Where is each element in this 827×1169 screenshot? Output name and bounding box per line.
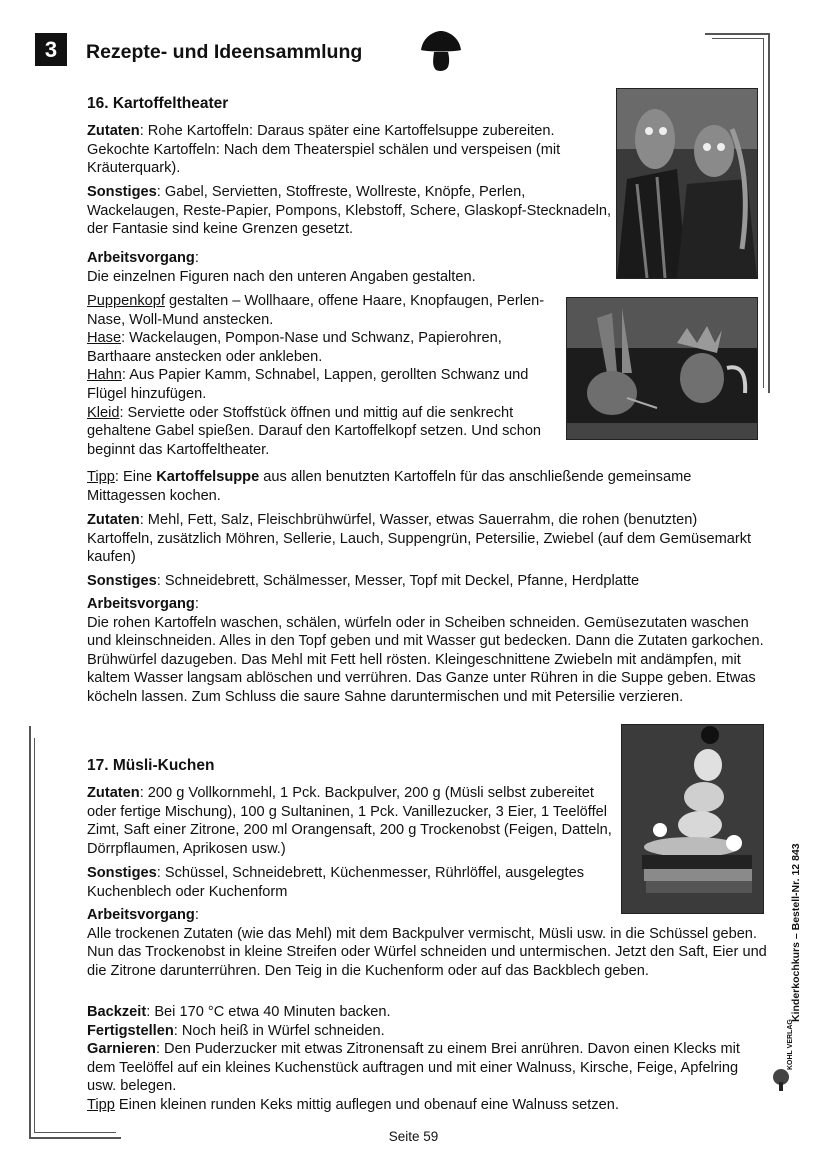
recipe17-details — [87, 1003, 767, 1115]
label: Hahn — [87, 367, 122, 384]
label: Sonstiges — [87, 184, 157, 200]
label: Kleid — [87, 404, 120, 421]
frame-top-right-h2 — [712, 38, 764, 39]
recipe17-title: 17. Müsli-Kuchen — [87, 757, 215, 774]
text: : Schneidebrett, Schälmesser, Messer, Topf mit Deckel, Pfanne, Herdplatte — [156, 573, 640, 589]
frame-bottom-left-v2 — [34, 738, 35, 1133]
label: Sonstiges — [87, 573, 157, 589]
page-number: Seite 59 — [388, 1129, 439, 1144]
recipe17-sonstiges — [87, 864, 612, 901]
text: : Serviette oder Stoffstück öffnen und mittig auf die senkrecht gehaltene Gabel spießen. Darauf den Kartoffelkopf setzen. Und schon beginnt das Kartoffeltheater. — [87, 404, 542, 458]
text: : Aus Papier Kamm, Schnabel, Lappen, gerollten Schwanz und Flügel hinzufügen. — [87, 367, 529, 402]
recipe16-arbeit: Arbeitsvorgang: Die einzelnen Figuren nach den unteren Angaben gestalten. — [87, 250, 476, 285]
chapter-number: 3 — [35, 33, 67, 66]
recipe17-arbeit: Arbeitsvorgang: Alle trockenen Zutaten (wie das Mehl) mit dem Backpulver vermischt, Müsli usw. in die Schüssel geben. Nun das Trockenobst in kleine Streifen oder Würfel schneiden und untermischen. Jetzt den Saft, Eier und die Zitrone darunterrühren. Den Teig in die Kuchenform oder auf das Backblech geben. — [87, 907, 767, 979]
recipe16-tipp — [87, 468, 767, 505]
recipe17-zutaten — [87, 784, 612, 858]
sidebar-text: Kinderkochkurs – Bestell-Nr. 12 843 — [790, 843, 802, 1022]
label: Backzeit — [87, 1004, 147, 1020]
label: Garnieren — [87, 1041, 156, 1058]
photo-muesli-cake — [621, 724, 764, 914]
sidebar-order-info — [786, 822, 806, 1022]
label: Zutaten — [87, 123, 140, 139]
frame-bottom-left-v1 — [29, 726, 31, 1138]
chapter-title: Rezepte- und Ideensammlung — [86, 41, 363, 63]
frame-top-right-v2 — [763, 38, 764, 388]
text: : Wackelaugen, Pompon-Nase und Schwanz, Papierohren, Barthaare anstecken oder ankleben. — [87, 330, 502, 365]
text: gestalten – Wollhaare, offene Haare, Knopfaugen, Perlen-Nase, Woll-Mund anstecken. — [87, 293, 545, 328]
text: : Gabel, Servietten, Stoffreste, Wollreste, Knöpfe, Perlen, Wackelaugen, Reste-Papier, Pompons, Klebstoff, Schere, Glaskopf-Stecknadeln, der Fantasie sind keine Grenzen gesetzt. — [87, 184, 612, 238]
text: : 200 g Vollkornmehl, 1 Pck. Backpulver, 200 g (Müsli selbst zubereitet oder fertige Mischung), 100 g Sultaninen, 1 Pck. Vanillezucker, 3 Eier, 1 Teelöffel Zimt, Saft einer Zitrone, 200 ml Orangensaft, 200 g Trockenobst (Feigen, Datteln, Dörrpflaumen, Aprikosen usw.) — [87, 785, 612, 857]
photo-hare-rooster — [566, 297, 758, 440]
label: Sonstiges — [87, 865, 157, 881]
recipe16-sonstiges2 — [87, 572, 767, 591]
label: Arbeitsvorgang — [87, 907, 195, 923]
text: : Schüssel, Schneidebrett, Küchenmesser, Rührlöffel, ausgelegtes Kuchenblech oder Kuchenform — [87, 865, 585, 900]
text: : Bei 170 °C etwa 40 Minuten backen. — [146, 1004, 391, 1020]
frame-top-right-h1 — [705, 33, 769, 35]
recipe16-title: 16. Kartoffeltheater — [87, 95, 229, 112]
label: Tipp — [87, 1096, 115, 1113]
text: Die rohen Kartoffeln waschen, schälen, würfeln oder in Scheiben schneiden. Gemüsezutaten waschen und kleinschneiden. Alles in den Topf geben und mit Wasser gut bedecken. Dann die Zutaten garkochen. Brühwürfel dazugeben. Das Mehl mit Fett hell rösten. Kleingeschnittene Zwiebeln mit andämpfen, mit kaltem Wasser langsam ablöschen und verrühren. Das Ganze unter Rühren in die Suppe geben. Etwas köcheln lassen. Zum Schluss die saure Sahne daruntermischen und mit Petersilie verzieren. — [87, 614, 764, 705]
photo-potato-puppets — [616, 88, 758, 279]
text: : Rohe Kartoffeln: Daraus später eine Kartoffelsuppe zubereiten. Gekochte Kartoffeln: Nach dem Theaterspiel schälen und verspeisen (mit Kräuterquark). — [87, 123, 561, 177]
text: aus allen benutzten Kartoffeln für das anschließende gemeinsame Mittagessen kochen. — [87, 469, 692, 504]
text: Alle trockenen Zutaten (wie das Mehl) mit dem Backpulver vermischt, Müsli usw. in die Schüssel geben. Nun das Trockenobst in kleine Streifen oder Würfel schneiden und untermischen. Jetzt den Saft, Eier und die Zitrone darunterrühren. Den Teig in die Kuchenform oder auf das Backblech geben. — [87, 925, 767, 979]
recipe16-sonstiges — [87, 183, 612, 239]
label: Tipp — [87, 469, 115, 485]
text: Die einzelnen Figuren nach den unteren Angaben gestalten. — [87, 268, 476, 285]
text: : Noch heiß in Würfel schneiden. — [173, 1022, 385, 1039]
publisher-logo — [770, 1019, 794, 1092]
label: Hase — [87, 330, 122, 347]
label: Zutaten — [87, 785, 140, 801]
label: Arbeitsvorgang — [87, 250, 195, 266]
label: Arbeitsvorgang — [87, 596, 195, 612]
mushroom-icon — [419, 30, 463, 72]
recipe16-figures — [87, 292, 547, 459]
tree-logo-icon — [770, 1068, 792, 1092]
text: Einen kleinen runden Keks mittig auflegen und obenauf eine Walnuss setzen. — [114, 1096, 619, 1113]
publisher-name: KOHL VERLAG — [787, 1019, 794, 1070]
label: Fertigstellen — [87, 1022, 174, 1039]
text: : Eine — [114, 469, 157, 485]
text-bold: Kartoffelsuppe — [156, 469, 260, 485]
label: Puppenkopf — [87, 293, 165, 309]
recipe16-zutaten — [87, 122, 612, 178]
text: : Mehl, Fett, Salz, Fleischbrühwürfel, Wasser, etwas Sauerrahm, die rohen (benutzten) Kartoffeln, zusätzlich Möhren, Sellerie, Lauch, Suppengrün, Petersilie, Zwiebel (auf dem Gemüsemarkt kaufen) — [87, 512, 752, 566]
recipe16-arbeit2: Arbeitsvorgang: Die rohen Kartoffeln waschen, schälen, würfeln oder in Scheiben schneiden. Gemüsezutaten waschen und kleinschneiden. Alles in den Topf geben und mit Wasser gut bedecken. Dann die Zutaten garkochen. Brühwürfel dazugeben. Das Mehl mit Fett hell rösten. Kleingeschnittene Zwiebeln mit andämpfen, mit kaltem Wasser langsam ablöschen und verrühren. Das Ganze unter Rühren in die Suppe geben. Etwas köcheln lassen. Zum Schluss die saure Sahne daruntermischen und mit Petersilie verzieren. — [87, 596, 764, 705]
label: Zutaten — [87, 512, 140, 528]
recipe16-zutaten2 — [87, 511, 767, 567]
text: : Den Puderzucker mit etwas Zitronensaft zu einem Brei anrühren. Davon einen Klecks mit dem Teelöffel auf ein kleines Kuchenstück auftragen und mit einer Walnuss, Kirsche, Feige, Apfelring usw. belegen. — [87, 1041, 740, 1095]
frame-top-right-v1 — [768, 33, 770, 393]
